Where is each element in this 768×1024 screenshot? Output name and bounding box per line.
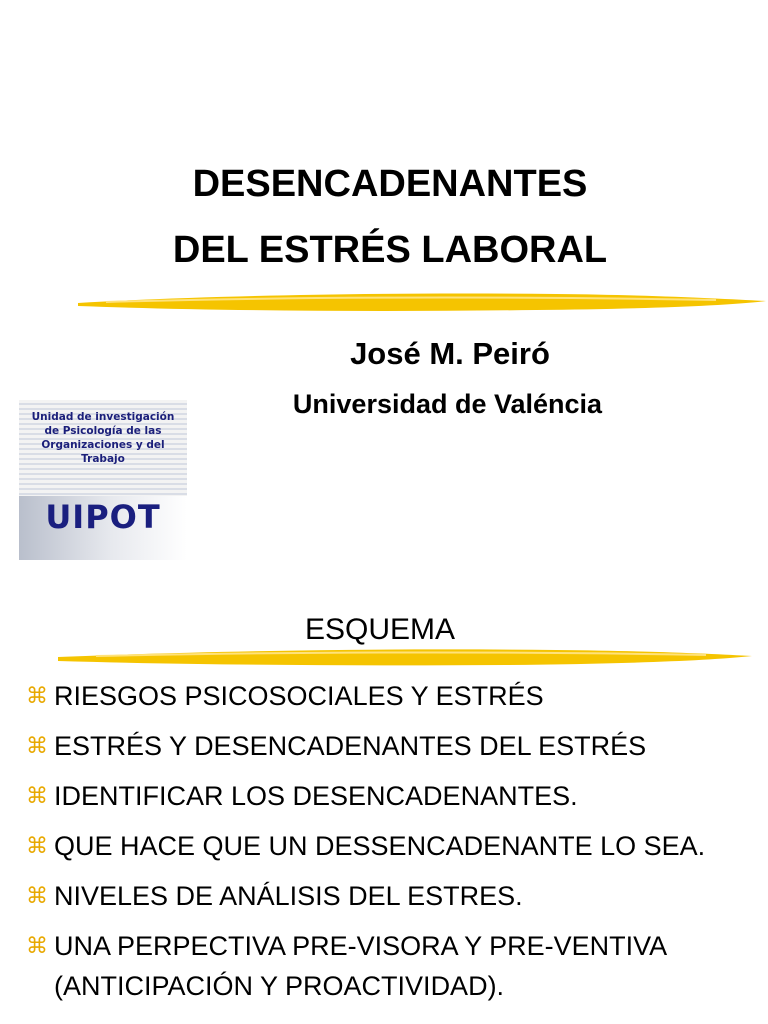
command-bullet-icon: ⌘ <box>26 783 48 808</box>
logo-wordmark: UIPOT <box>45 498 161 536</box>
slide-title-line-2: DEL ESTRÉS LABORAL <box>172 229 608 271</box>
uipot-logo <box>19 400 187 560</box>
list-item <box>26 726 756 766</box>
author-name: José M. Peiró <box>350 336 550 371</box>
list-item-text: ESTRÉS Y DESENCADENANTES DEL ESTRÉS <box>54 731 647 761</box>
logo-caption-line: Trabajo <box>81 453 125 465</box>
list-item-text: UNA PERPECTIVA PRE-VISORA Y PRE-VENTIVA (ANTICIPACIÓN Y PROACTIVIDAD). <box>54 931 666 1001</box>
section-heading: ESQUEMA <box>304 613 456 646</box>
list-item <box>26 676 756 716</box>
author-affiliation: Universidad de Valéncia <box>292 389 603 419</box>
command-bullet-icon: ⌘ <box>26 733 48 758</box>
logo-caption-line: Organizaciones y del <box>41 439 165 451</box>
command-bullet-icon: ⌘ <box>26 683 48 708</box>
command-bullet-icon: ⌘ <box>26 933 48 958</box>
list-item <box>26 876 756 916</box>
section-underline-stroke <box>56 642 754 674</box>
logo-caption-line: Unidad de investigación <box>31 411 175 423</box>
title-underline-stroke <box>76 286 768 322</box>
list-item <box>26 826 756 866</box>
outline-list <box>26 676 756 1016</box>
command-bullet-icon: ⌘ <box>26 833 48 858</box>
list-item-text: NIVELES DE ANÁLISIS DEL ESTRES. <box>54 881 523 911</box>
list-item-text: RIESGOS PSICOSOCIALES Y ESTRÉS <box>54 681 544 711</box>
list-item <box>26 776 756 816</box>
logo-caption <box>19 410 187 466</box>
slide-title-line-1: DESENCADENANTES <box>192 163 588 205</box>
list-item <box>26 926 756 1006</box>
command-bullet-icon: ⌘ <box>26 883 48 908</box>
logo-caption-line: de Psicología de las <box>44 425 162 437</box>
list-item-text: IDENTIFICAR LOS DESENCADENANTES. <box>54 781 578 811</box>
list-item-text: QUE HACE QUE UN DESSENCADENANTE LO SEA. <box>54 831 706 861</box>
